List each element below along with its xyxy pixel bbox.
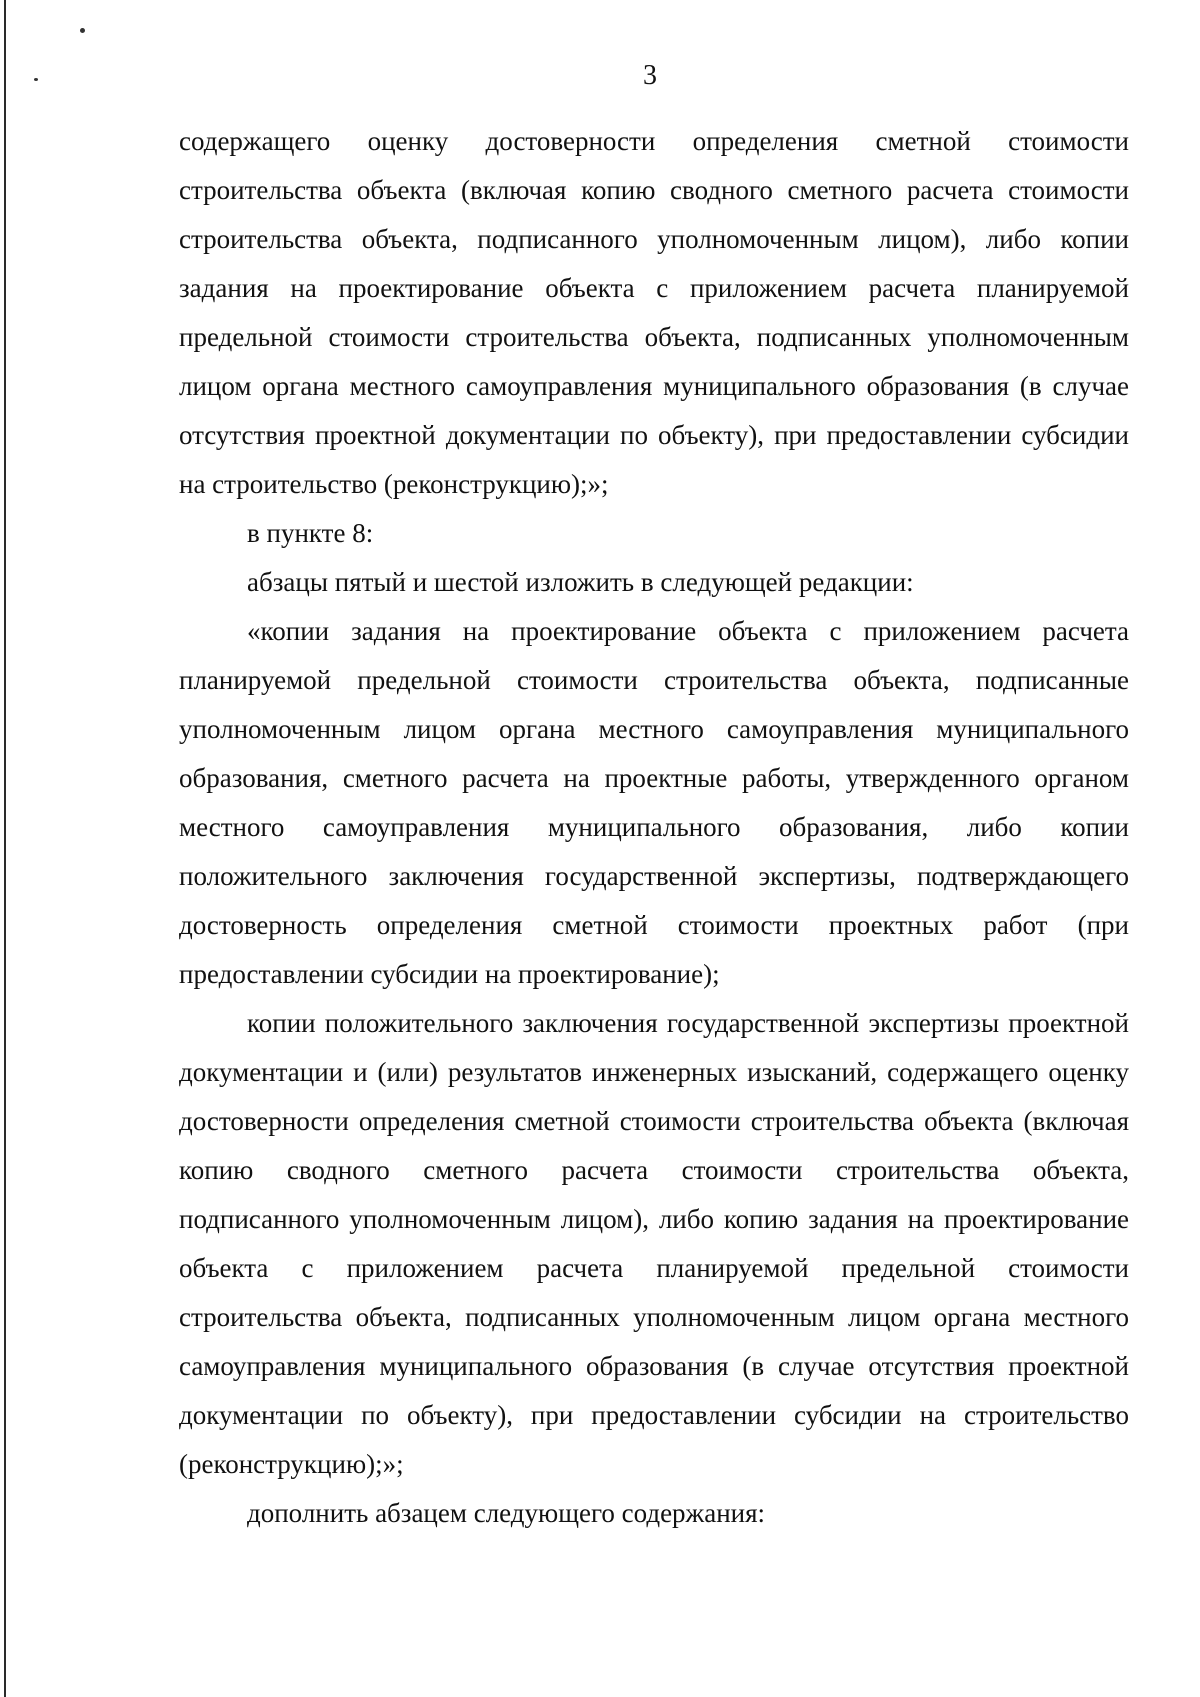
scan-speck bbox=[34, 78, 38, 81]
paragraph: абзацы пятый и шестой изложить в следующей редакции: bbox=[247, 567, 914, 597]
page-number: 3 bbox=[643, 60, 657, 91]
paragraph: копии положительного заключения государственной экспертизы проектной документации и (или) результатов инженерных изысканий, содержащего оценку достоверности определения сметной стоимости строительства объекта (включая копию сводного сметного расчета стоимости строительства объекта, подписанного уполномоченным лицом), либо копию задания на проектирование объекта с приложением расчета планируемой предельной стоимости строительства объекта, подписанных уполномоченным лицом органа местного самоуправления муниципального образования (в случае отсутствия проектной документации по объекту), при предоставлении субсидии на строительство (реконструкцию);»; bbox=[179, 1008, 1129, 1479]
scan-speck bbox=[80, 28, 85, 33]
paragraph: «копии задания на проектирование объекта с приложением расчета планируемой предельной стоимости строительства объекта, подписанные уполномоченным лицом органа местного самоуправления муниципального образования, сметного расчета на проектные работы, утвержденного органом местного самоуправления муниципального образования, либо копии положительного заключения государственной экспертизы, подтверждающего достоверность определения сметной стоимости проектных работ (при предоставлении субсидии на проектирование); bbox=[179, 616, 1129, 989]
paragraph: в пункте 8: bbox=[247, 518, 374, 548]
paragraph: дополнить абзацем следующего содержания: bbox=[247, 1498, 766, 1528]
paragraph: содержащего оценку достоверности определения сметной стоимости строительства объекта (включая копию сводного сметного расчета стоимости строительства объекта, подписанного уполномоченным лицом), либо копии задания на проектирование объекта с приложением расчета планируемой предельной стоимости строительства объекта, подписанных уполномоченным лицом органа местного самоуправления муниципального образования (в случае отсутствия проектной документации по объекту), при предоставлении субсидии на строительство (реконструкцию);»; bbox=[179, 126, 1129, 499]
scan-edge-line bbox=[4, 0, 6, 1697]
document-body bbox=[179, 117, 1129, 1538]
